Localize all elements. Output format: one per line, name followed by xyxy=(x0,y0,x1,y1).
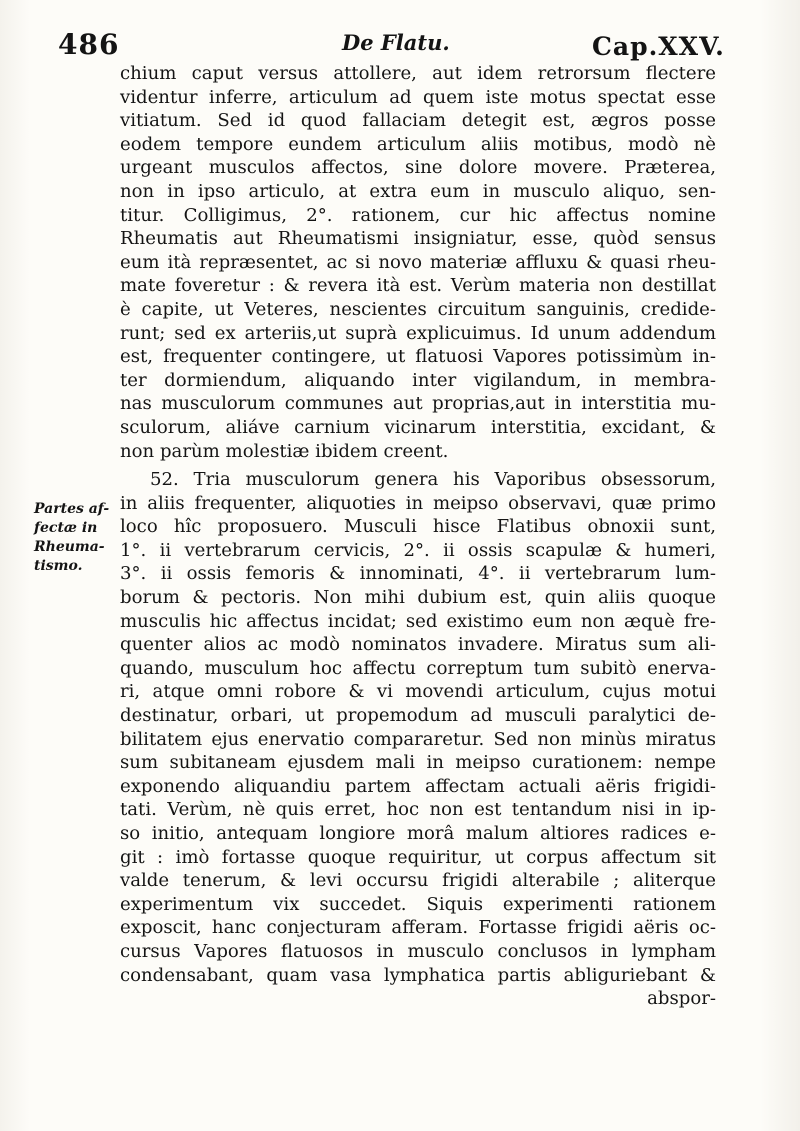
text-line: 1°. ii vertebrarum cervicis, 2°. ii ossis scapulæ & humeri, xyxy=(120,539,716,561)
text-line: quando, musculum hoc affectu correptum tum subitò enerva- xyxy=(120,657,716,679)
text-line: sculorum, aliáve carnium vicinarum interstitia, excidant, & xyxy=(120,416,716,438)
chapter-label: Cap.XXV. xyxy=(592,32,725,61)
text-line: vitiatum. Sed id quod fallaciam detegit est, ægros posse xyxy=(120,110,716,132)
text-line: tati. Verùm, nè quis erret, hoc non est tentandum nisi in ip- xyxy=(120,799,716,821)
text-line: bilitatem ejus enervatio compararetur. Sed non minùs miratus xyxy=(120,728,716,750)
body-text xyxy=(120,62,716,1011)
marginal-note-line: tismo. xyxy=(34,558,83,574)
text-line: eodem tempore eundem articulum aliis motibus, modò nè xyxy=(120,133,716,155)
text-line: sum subitaneam ejusdem mali in meipso curationem: nempe xyxy=(120,752,716,774)
text-line: videntur inferre, articulum ad quem iste motus spectat esse xyxy=(120,86,716,108)
marginal-note-line: Rheuma- xyxy=(34,539,105,555)
text-line: non in ipso articulo, at extra eum in musculo aliquo, sen- xyxy=(120,180,716,202)
marginal-note xyxy=(34,500,116,576)
running-title: De Flatu. xyxy=(342,30,450,55)
text-line: eum ità repræsentet, ac si novo materiæ affluxu & quasi rheu- xyxy=(120,251,716,273)
text-line: 52. Tria musculorum genera his Vaporibus obsessorum, xyxy=(150,469,716,491)
text-line: experimentum vix succedet. Siquis experimenti rationem xyxy=(120,893,716,915)
text-line: so initio, antequam longiore morâ malum altiores radices e- xyxy=(120,823,716,844)
page-number: 486 xyxy=(58,28,120,61)
text-line: mate foveretur : & revera ità est. Verùm materia non destillat xyxy=(120,275,716,297)
text-line: valde tenerum, & levi occursu frigidi alterabile ; aliterque xyxy=(120,870,716,892)
text-line: cursus Vapores flatuosos in musculo conclusos in lympham xyxy=(120,940,716,962)
text-line: exposcit, hanc conjecturam afferam. Fortasse frigidi aëris oc- xyxy=(120,917,716,939)
marginal-note-line: Partes af- xyxy=(34,501,110,517)
catchword: abspor- xyxy=(647,988,716,1010)
text-line: chium caput versus attollere, aut idem retrorsum flectere xyxy=(120,63,716,84)
paragraph-2 xyxy=(120,468,716,987)
text-line: è capite, ut Veteres, nescientes circuitum sanguinis, credide- xyxy=(120,298,716,320)
running-head xyxy=(0,22,800,62)
text-line: 3°. ii ossis femoris & innominati, 4°. ii vertebrarum lum- xyxy=(120,563,716,585)
text-line: borum & pectoris. Non mihi dubium est, quin aliis quoque xyxy=(120,587,716,609)
text-line: runt; sed ex arteriis,ut suprà explicuimus. Id unum addendum xyxy=(120,322,716,344)
paragraph-1 xyxy=(120,62,716,463)
text-line: condensabant, quam vasa lymphatica partis abliguriebant & xyxy=(120,964,716,986)
marginal-note-line: fectæ in xyxy=(34,520,98,536)
text-line: urgeant musculos affectos, sine dolore movere. Præterea, xyxy=(120,157,716,179)
text-line: nas musculorum communes aut proprias,aut in interstitia mu- xyxy=(120,393,716,415)
text-line: ter dormiendum, aliquando inter vigilandum, in membra- xyxy=(120,369,716,391)
text-line: est, frequenter contingere, ut flatuosi Vapores potissimùm in- xyxy=(120,346,716,368)
text-line: non parùm molestiæ ibidem creent. xyxy=(120,440,449,462)
text-line: Rheumatis aut Rheumatismi insigniatur, esse, quòd sensus xyxy=(120,228,716,250)
text-line: quenter alios ac modò nominatos invadere. Miratus sum ali- xyxy=(120,634,716,656)
text-line: exponendo aliquandiu partem affectam actuali aëris frigidi- xyxy=(120,775,716,797)
text-line: loco hîc proposuero. Musculi hisce Flatibus obnoxii sunt, xyxy=(120,516,716,538)
text-line: titur. Colligimus, 2°. rationem, cur hic affectus nomine xyxy=(120,204,716,226)
text-line: ri, atque omni robore & vi movendi articulum, cujus motui xyxy=(120,681,716,703)
text-line: musculis hic affectus incidat; sed existimo eum non æquè fre- xyxy=(120,610,716,632)
text-line: destinatur, orbari, ut propemodum ad musculi paralytici de- xyxy=(120,705,716,727)
text-line: git : imò fortasse quoque requiritur, ut corpus affectum sit xyxy=(120,846,716,868)
text-line: in aliis frequenter, aliquoties in meipso observavi, quæ primo xyxy=(120,492,716,514)
